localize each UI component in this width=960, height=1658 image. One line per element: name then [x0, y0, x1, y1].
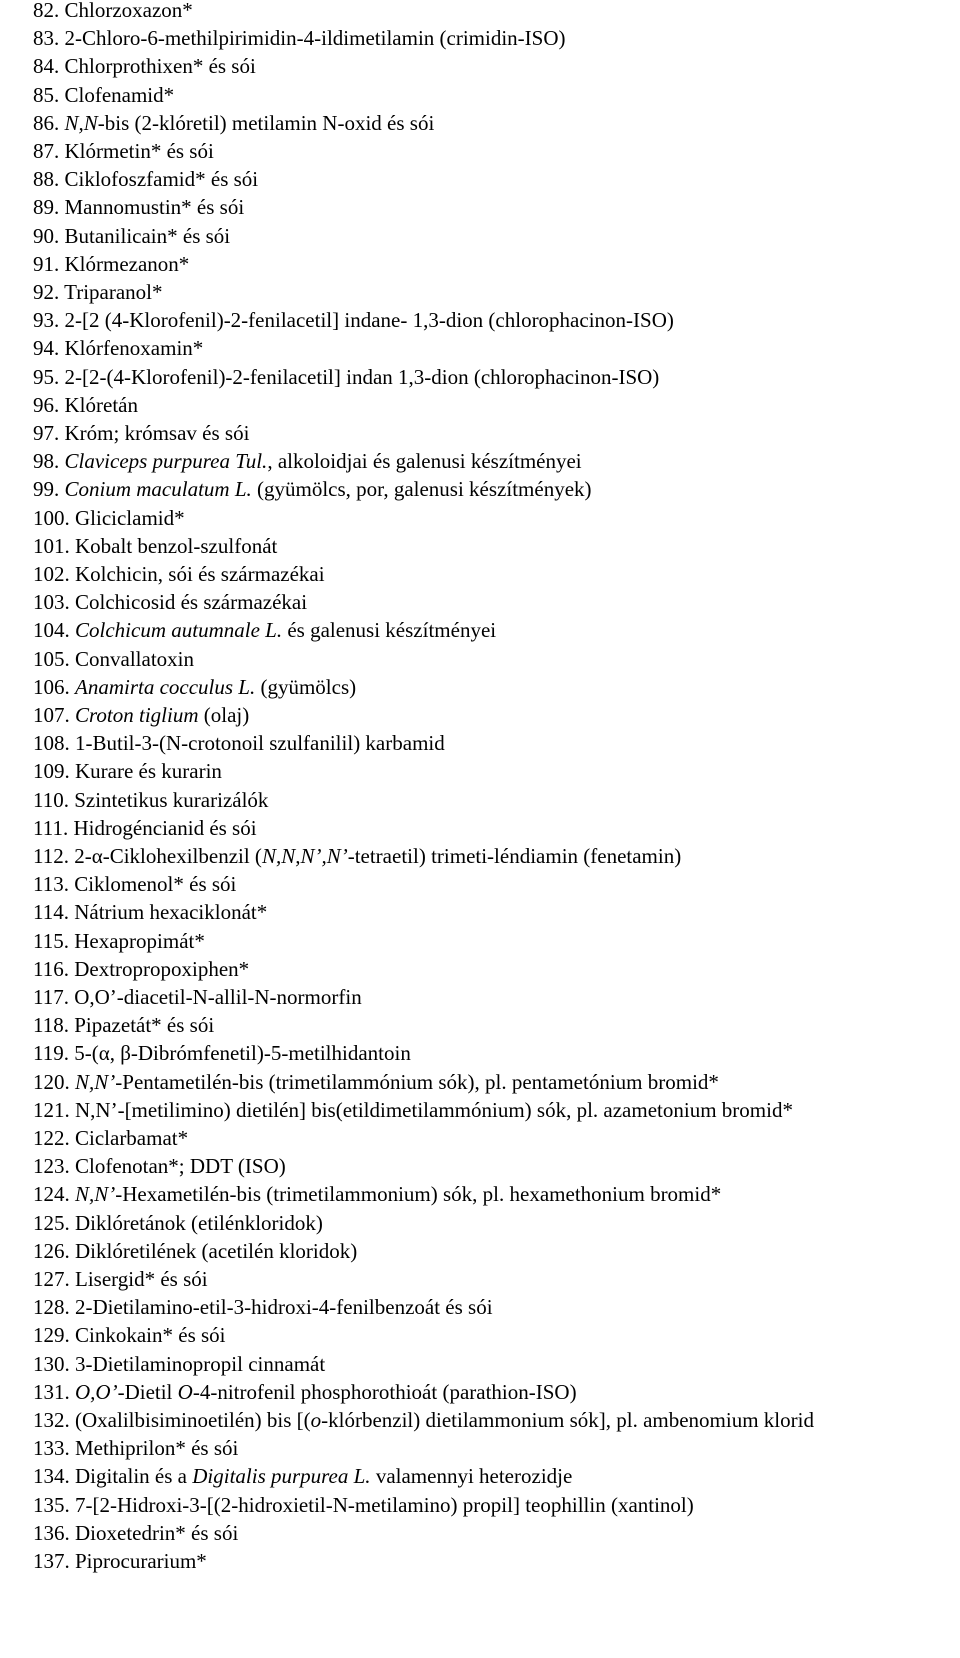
entry-text: valamennyi heterozidje — [370, 1464, 573, 1489]
entry-text: 130. 3-Dietilaminopropil cinnamát — [33, 1351, 326, 1376]
entry-text: (gyümölcs) — [255, 674, 357, 699]
entry-text: 85. Clofenamid* — [33, 82, 175, 107]
list-item — [33, 870, 236, 899]
list-item — [33, 1011, 214, 1040]
entry-text: 119. 5-(α, β-Dibrómfenetil)-5-metilhidantoin — [33, 1041, 411, 1066]
list-item — [33, 955, 249, 984]
list-item — [33, 1180, 721, 1209]
entry-text: 112. 2-α-Ciklohexilbenzil ( — [33, 844, 262, 868]
list-item — [33, 52, 256, 81]
italic-text: Colchicum autumnale L. — [75, 618, 283, 643]
entry-text: -klórbenzil) dietilammonium sók], pl. ambenomium klorid — [321, 1408, 814, 1432]
italic-text: Anamirta cocculus L. — [75, 674, 256, 699]
italic-text: N,N,N’,N’ — [261, 844, 348, 868]
entry-text: 137. Piprocurarium* — [33, 1549, 207, 1573]
entry-text: 106. — [33, 674, 75, 699]
entry-text: 120. — [33, 1069, 75, 1094]
list-item — [33, 81, 174, 110]
entry-text: 94. Klórfenoxamin* — [33, 336, 204, 361]
entry-text: 129. Cinkokain* és sói — [33, 1323, 226, 1348]
entry-text: -bis (2-klóretil) metilamin N-oxid és sói — [97, 110, 435, 135]
entry-text: 93. 2-[2 (4-Klorofenil)-2-fenilacetil] indane- 1,3-dion (chlorophacinon-ISO) — [33, 308, 674, 333]
entry-text: 136. Dioxetedrin* és sói — [33, 1520, 239, 1545]
entry-text: 118. Pipazetát* és sói — [33, 1013, 215, 1038]
list-item — [33, 532, 277, 561]
list-item — [33, 193, 244, 222]
entry-text: 90. Butanilicain* és sói — [33, 223, 231, 248]
list-item — [33, 1406, 814, 1435]
list-item — [33, 24, 566, 53]
entry-text: 107. — [33, 703, 75, 727]
entry-text: 133. Methiprilon* és sói — [33, 1436, 239, 1461]
list-item — [33, 1209, 323, 1238]
italic-text: Claviceps purpurea Tul. — [64, 449, 268, 474]
entry-text: 110. Szintetikus kurarizálók — [33, 787, 269, 812]
entry-text: 97. Króm; krómsav és sói — [33, 421, 250, 445]
italic-text: O — [177, 1379, 193, 1404]
list-item — [33, 757, 222, 786]
entry-text: 82. Chlorzoxazon* — [33, 0, 193, 22]
entry-text: 132. (Oxalilbisiminoetilén) bis [( — [33, 1408, 311, 1432]
entry-text: 95. 2-[2-(4-Klorofenil)-2-fenilacetil] indan 1,3-dion (chlorophacinon-ISO) — [33, 364, 660, 389]
entry-text: 114. Nátrium hexaciklonát* — [33, 900, 268, 925]
list-item — [33, 1039, 411, 1068]
entry-text: 131. — [33, 1379, 75, 1404]
list-item — [33, 391, 138, 420]
entry-text: -tetraetil) trimeti-léndiamin (fenetamin) — [347, 844, 682, 868]
list-item — [33, 447, 582, 476]
entry-text: 134. Digitalin és a — [33, 1464, 193, 1489]
list-item — [33, 560, 325, 589]
entry-text: 135. 7-[2-Hidroxi-3-[(2-hidroxietil-N-metilamino) propil] teophillin (xantinol) — [33, 1492, 694, 1517]
entry-text: 84. Chlorprothixen* és sói — [33, 54, 256, 79]
list-item — [33, 1321, 226, 1350]
list-item — [33, 842, 681, 871]
list-item — [33, 1293, 493, 1322]
italic-text: O,O’ — [75, 1379, 118, 1404]
entry-text: 101. Kobalt benzol-szulfonát — [33, 533, 278, 558]
list-item — [33, 927, 205, 956]
entry-text: , alkoloidjai és galenusi készítményei — [267, 449, 582, 474]
entry-text: 113. Ciklomenol* és sói — [33, 872, 237, 897]
entry-text: 87. Klórmetin* és sói — [33, 139, 214, 163]
entry-text: 105. Convallatoxin — [33, 646, 194, 671]
list-item — [33, 616, 496, 645]
entry-text: 115. Hexapropimát* — [33, 928, 205, 953]
list-item — [33, 1237, 357, 1266]
list-item — [33, 0, 193, 25]
list-item — [33, 222, 230, 251]
list-item — [33, 588, 307, 617]
list-item — [33, 475, 592, 504]
entry-text: 96. Klóretán — [33, 392, 138, 417]
italic-text: N,N’ — [75, 1069, 116, 1094]
entry-text: 91. Klórmezanon* — [33, 251, 190, 276]
italic-text: N,N — [64, 110, 98, 135]
entry-text: 99. — [33, 477, 65, 502]
list-item — [33, 1152, 286, 1181]
list-item — [33, 1068, 719, 1097]
entry-text: 104. — [33, 618, 75, 643]
entry-text: 102. Kolchicin, sói és származékai — [33, 562, 325, 586]
entry-text: (olaj) — [198, 703, 250, 727]
entry-text: 89. Mannomustin* és sói — [33, 195, 245, 220]
list-item — [33, 363, 659, 392]
list-item — [33, 1462, 572, 1491]
entry-text: 126. Diklóretilének (acetilén kloridok) — [33, 1238, 358, 1263]
entry-text: 121. N,N’-[metilimino) dietilén] bis(etildimetilammónium) sók, pl. azametonium bromid* — [33, 1097, 793, 1122]
entry-text: 100. Gliciclamid* — [33, 505, 185, 530]
entry-text: 124. — [33, 1182, 75, 1207]
list-item — [33, 1434, 238, 1463]
list-item — [33, 504, 185, 533]
entry-text: 128. 2-Dietilamino-etil-3-hidroxi-4-fenilbenzoát és sói — [33, 1295, 493, 1320]
list-item — [33, 1096, 793, 1125]
entry-text: -Dietil — [117, 1379, 178, 1404]
list-item — [33, 137, 214, 166]
list-item — [33, 983, 362, 1012]
list-item — [33, 1265, 208, 1294]
entry-text: 125. Diklóretánok (etilénkloridok) — [33, 1210, 323, 1235]
italic-text: Conium maculatum L. — [64, 477, 252, 502]
list-item — [33, 729, 445, 758]
italic-text: Digitalis purpurea L. — [192, 1464, 371, 1489]
entry-text: 111. Hidrogéncianid és sói — [33, 815, 257, 840]
list-item — [33, 334, 203, 363]
entry-text: -Pentametilén-bis (trimetilammónium sók), pl. pentametónium bromid* — [115, 1069, 719, 1094]
list-item — [33, 673, 356, 702]
entry-text: 127. Lisergid* és sói — [33, 1267, 208, 1291]
list-item — [33, 250, 189, 279]
italic-text: o — [310, 1408, 322, 1432]
entry-text: és galenusi készítményei — [282, 618, 497, 643]
list-item — [33, 1350, 325, 1379]
entry-text: 123. Clofenotan*; DDT (ISO) — [33, 1154, 286, 1179]
entry-text: (gyümölcs, por, galenusi készítmények) — [251, 477, 592, 502]
list-item — [33, 1491, 694, 1520]
entry-text: 117. O,O’-diacetil-N-allil-N-normorfin — [33, 985, 362, 1009]
italic-text: Croton tiglium — [75, 703, 199, 727]
entry-text: 122. Ciclarbamat* — [33, 1126, 189, 1150]
entry-text: 83. 2-Chloro-6-methilpirimidin-4-ildimetilamin (crimidin-ISO) — [33, 26, 566, 51]
entry-text: -4-nitrofenil phosphorothioát (parathion-ISO) — [192, 1379, 577, 1404]
list-item — [33, 278, 163, 307]
list-item — [33, 1547, 207, 1576]
list-item — [33, 814, 257, 843]
entry-text: 92. Triparanol* — [33, 280, 163, 304]
entry-text: 103. Colchicosid és származékai — [33, 590, 308, 615]
italic-text: N,N’ — [75, 1182, 116, 1207]
list-item — [33, 1519, 238, 1548]
list-item — [33, 165, 258, 194]
entry-text: 109. Kurare és kurarin — [33, 759, 222, 784]
list-item — [33, 701, 249, 730]
list-item — [33, 786, 268, 815]
entry-text: -Hexametilén-bis (trimetilammonium) sók, pl. hexamethonium bromid* — [115, 1182, 722, 1207]
list-item — [33, 1378, 577, 1407]
entry-text: 116. Dextropropoxiphen* — [33, 956, 250, 981]
entry-text: 108. 1-Butil-3-(N-crotonoil szulfanilil) karbamid — [33, 731, 445, 756]
entry-text: 88. Ciklofoszfamid* és sói — [33, 167, 259, 192]
entry-text: 98. — [33, 449, 65, 474]
list-item — [33, 109, 434, 138]
list-item — [33, 306, 674, 335]
list-item — [33, 645, 194, 674]
entry-text: 86. — [33, 110, 65, 135]
list-item — [33, 1124, 188, 1153]
list-item — [33, 898, 267, 927]
list-item — [33, 419, 249, 448]
